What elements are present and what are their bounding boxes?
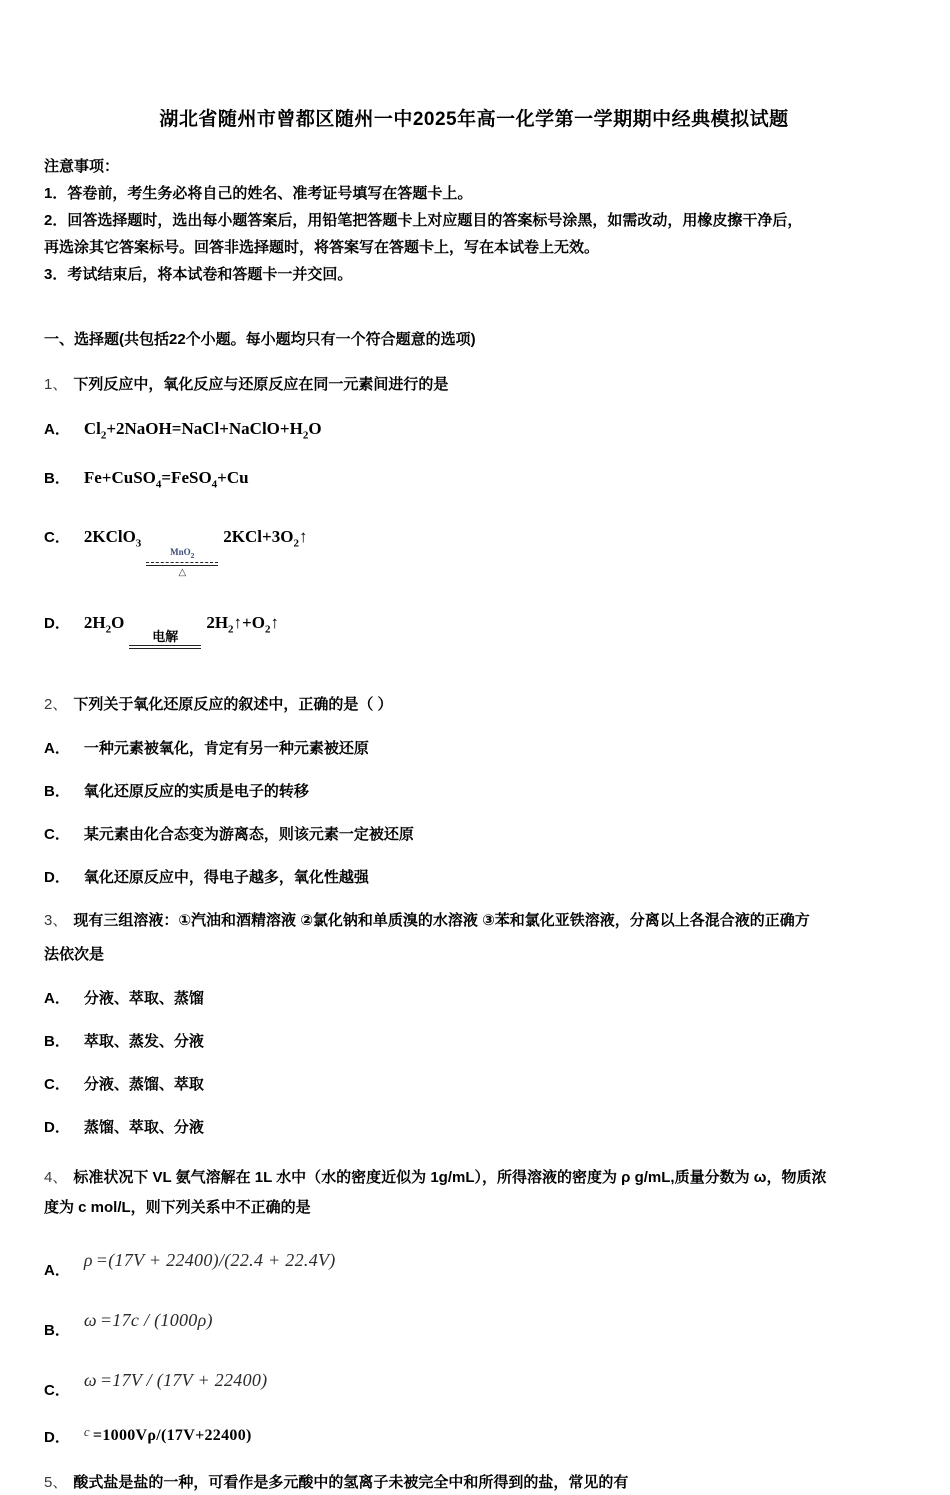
q1-option-c-label: C． xyxy=(44,528,70,546)
q5-stem xyxy=(44,1471,910,1495)
q2-option-d xyxy=(44,867,910,889)
formula-variable: ω xyxy=(83,1309,97,1330)
q4-option-d xyxy=(44,1424,910,1447)
q4-option-d-formula xyxy=(84,1424,252,1445)
q2-option-d-text: 氧化还原反应中，得电子越多，氧化性越强 xyxy=(83,868,369,886)
q4-option-b xyxy=(44,1310,910,1340)
notice-block xyxy=(38,155,910,288)
q2-option-a-label: A． xyxy=(44,739,70,757)
q3-stem-line2: 法依次是 xyxy=(44,945,105,963)
q1-option-b-equation: Fe+CuSO$_4$=FeSO$_4$+Cu xyxy=(83,468,249,491)
notice-line-1: 1．答卷前，考生务必将自己的姓名、准考证号填写在答题卡上。 xyxy=(44,185,473,202)
q2-stem-text: 下列关于氧化还原反应的叙述中，正确的是（ ） xyxy=(73,695,393,713)
q2-option-a xyxy=(44,738,910,760)
notice-line-3: 3．考试结束后，将本试卷和答题卡一并交回。 xyxy=(44,266,353,283)
question-3 xyxy=(38,909,910,1139)
q4-option-a xyxy=(44,1250,910,1280)
question-5 xyxy=(38,1471,910,1495)
q2-option-c-label: C． xyxy=(44,825,70,843)
reaction-condition-mno2 xyxy=(146,547,218,578)
q4-option-c xyxy=(44,1370,910,1400)
q1-option-d-label: D． xyxy=(44,614,70,632)
q3-option-d-label: D． xyxy=(44,1118,70,1136)
q1-option-a xyxy=(44,418,910,446)
equals-double-line xyxy=(146,562,218,566)
q1-option-c xyxy=(44,526,910,578)
q4-option-c-formula xyxy=(84,1370,268,1391)
q4-option-d-label: D． xyxy=(44,1428,70,1446)
q3-option-c-text: 分液、蒸馏、萃取 xyxy=(83,1075,204,1093)
q2-option-a-text: 一种元素被氧化，肯定有另一种元素被还原 xyxy=(83,739,369,757)
formula-expression: =17c / (1000ρ) xyxy=(99,1309,213,1330)
section-heading: 一、选择题(共包括22个小题。每小题均只有一个符合题意的选项) xyxy=(44,331,476,348)
notice-line-2: 2．回答选择题时，选出每小题答案后，用铅笔把答题卡上对应题目的答案标号涂黑，如需改动，用橡皮擦干净后， xyxy=(44,212,803,229)
q3-option-c xyxy=(44,1074,910,1096)
q4-stem-line1: 标准状况下 VL 氨气溶解在 1L 水中（水的密度近似为 1g/mL），所得溶液的密度为 ρ g/mL,质量分数为 ω，物质浓 xyxy=(73,1168,827,1186)
q3-option-c-label: C． xyxy=(44,1075,70,1093)
q4-option-b-label: B． xyxy=(44,1321,70,1339)
q4-stem xyxy=(44,1161,910,1194)
equals-double-line xyxy=(129,645,201,649)
q3-option-d xyxy=(44,1117,910,1139)
q3-stem xyxy=(44,909,910,933)
question-4 xyxy=(38,1161,910,1447)
q1-option-b-label: B． xyxy=(44,470,70,488)
formula-expression: =1000Vρ/(17V+22400) xyxy=(92,1426,252,1444)
q1-stem xyxy=(44,373,910,397)
formula-expression: =(17V + 22400)/(22.4 + 22.4V) xyxy=(95,1249,336,1270)
condition-catalyst-label: MnO$_2$ xyxy=(170,546,195,560)
q4-option-c-label: C． xyxy=(44,1381,70,1399)
q5-number: 5、 xyxy=(44,1473,68,1491)
question-1 xyxy=(38,373,910,661)
formula-variable: c xyxy=(83,1423,90,1439)
q1-option-d-right: $2H_2↑+O_2↑$ xyxy=(206,612,279,635)
q2-option-b-label: B． xyxy=(44,782,70,800)
q2-option-b xyxy=(44,781,910,803)
q3-stem-line1: 现有三组溶液：①汽油和酒精溶液 ②氯化钠和单质溴的水溶液 ③苯和氯化亚铁溶液，分离以上各混合液的正确方 xyxy=(73,911,810,929)
q3-option-b-label: B． xyxy=(44,1032,70,1050)
q3-option-d-text: 蒸馏、萃取、分液 xyxy=(83,1118,204,1136)
formula-variable: ω xyxy=(83,1369,97,1390)
q2-number: 2、 xyxy=(44,695,68,713)
question-2 xyxy=(38,693,910,889)
q4-stem-line2: 度为 c mol/L，则下列关系中不正确的是 xyxy=(44,1198,311,1216)
q3-option-a xyxy=(44,988,910,1010)
q1-option-c-left: 2KClO$_3$ xyxy=(83,526,142,550)
notice-line-2-cont: 再选涂其它答案标号。回答非选择题时，将答案写在答题卡上，写在本试卷上无效。 xyxy=(44,239,600,256)
q1-stem-text: 下列反应中，氧化反应与还原反应在同一元素间进行的是 xyxy=(73,376,449,393)
q1-option-d-left: $2H_2O$ xyxy=(83,612,125,635)
condition-electrolysis-label: 电解 xyxy=(152,628,179,644)
q1-number: 1、 xyxy=(44,376,68,393)
formula-variable: ρ xyxy=(83,1249,93,1270)
q2-option-c xyxy=(44,824,910,846)
q2-stem xyxy=(44,693,910,717)
q4-option-a-formula xyxy=(84,1250,336,1271)
reaction-condition-electrolysis xyxy=(129,629,201,661)
q3-option-b xyxy=(44,1031,910,1053)
heat-triangle-icon: △ xyxy=(178,566,187,578)
q4-option-a-label: A． xyxy=(44,1261,70,1279)
q1-option-c-right: $2KCl+3O_2↑$ xyxy=(223,526,308,550)
page-title: 湖北省随州市曾都区随州一中2025年高一化学第一学期期中经典模拟试题 xyxy=(159,109,789,130)
q3-option-b-text: 萃取、蒸发、分液 xyxy=(83,1032,204,1050)
notice-heading: 注意事项： xyxy=(44,158,120,175)
q5-stem-text: 酸式盐是盐的一种，可看作是多元酸中的氢离子未被完全中和所得到的盐，常见的有 xyxy=(73,1473,629,1491)
q4-number: 4、 xyxy=(44,1168,68,1186)
q3-option-a-label: A． xyxy=(44,989,70,1007)
q2-option-c-text: 某元素由化合态变为游离态，则该元素一定被还原 xyxy=(83,825,414,843)
q3-number: 3、 xyxy=(44,911,68,929)
q3-option-a-text: 分液、萃取、蒸馏 xyxy=(83,989,204,1007)
q4-option-b-formula xyxy=(84,1310,213,1331)
formula-expression: =17V / (17V + 22400) xyxy=(99,1369,268,1390)
q1-option-b xyxy=(44,467,910,495)
q1-option-d xyxy=(44,612,910,661)
q2-option-b-text: 氧化还原反应的实质是电子的转移 xyxy=(83,782,309,800)
q1-option-a-label: A． xyxy=(44,421,70,438)
q1-option-a-equation: $Cl_2+2NaOH=NaCl+NaClO+H_2O$ xyxy=(83,419,322,442)
q2-option-d-label: D． xyxy=(44,868,70,886)
